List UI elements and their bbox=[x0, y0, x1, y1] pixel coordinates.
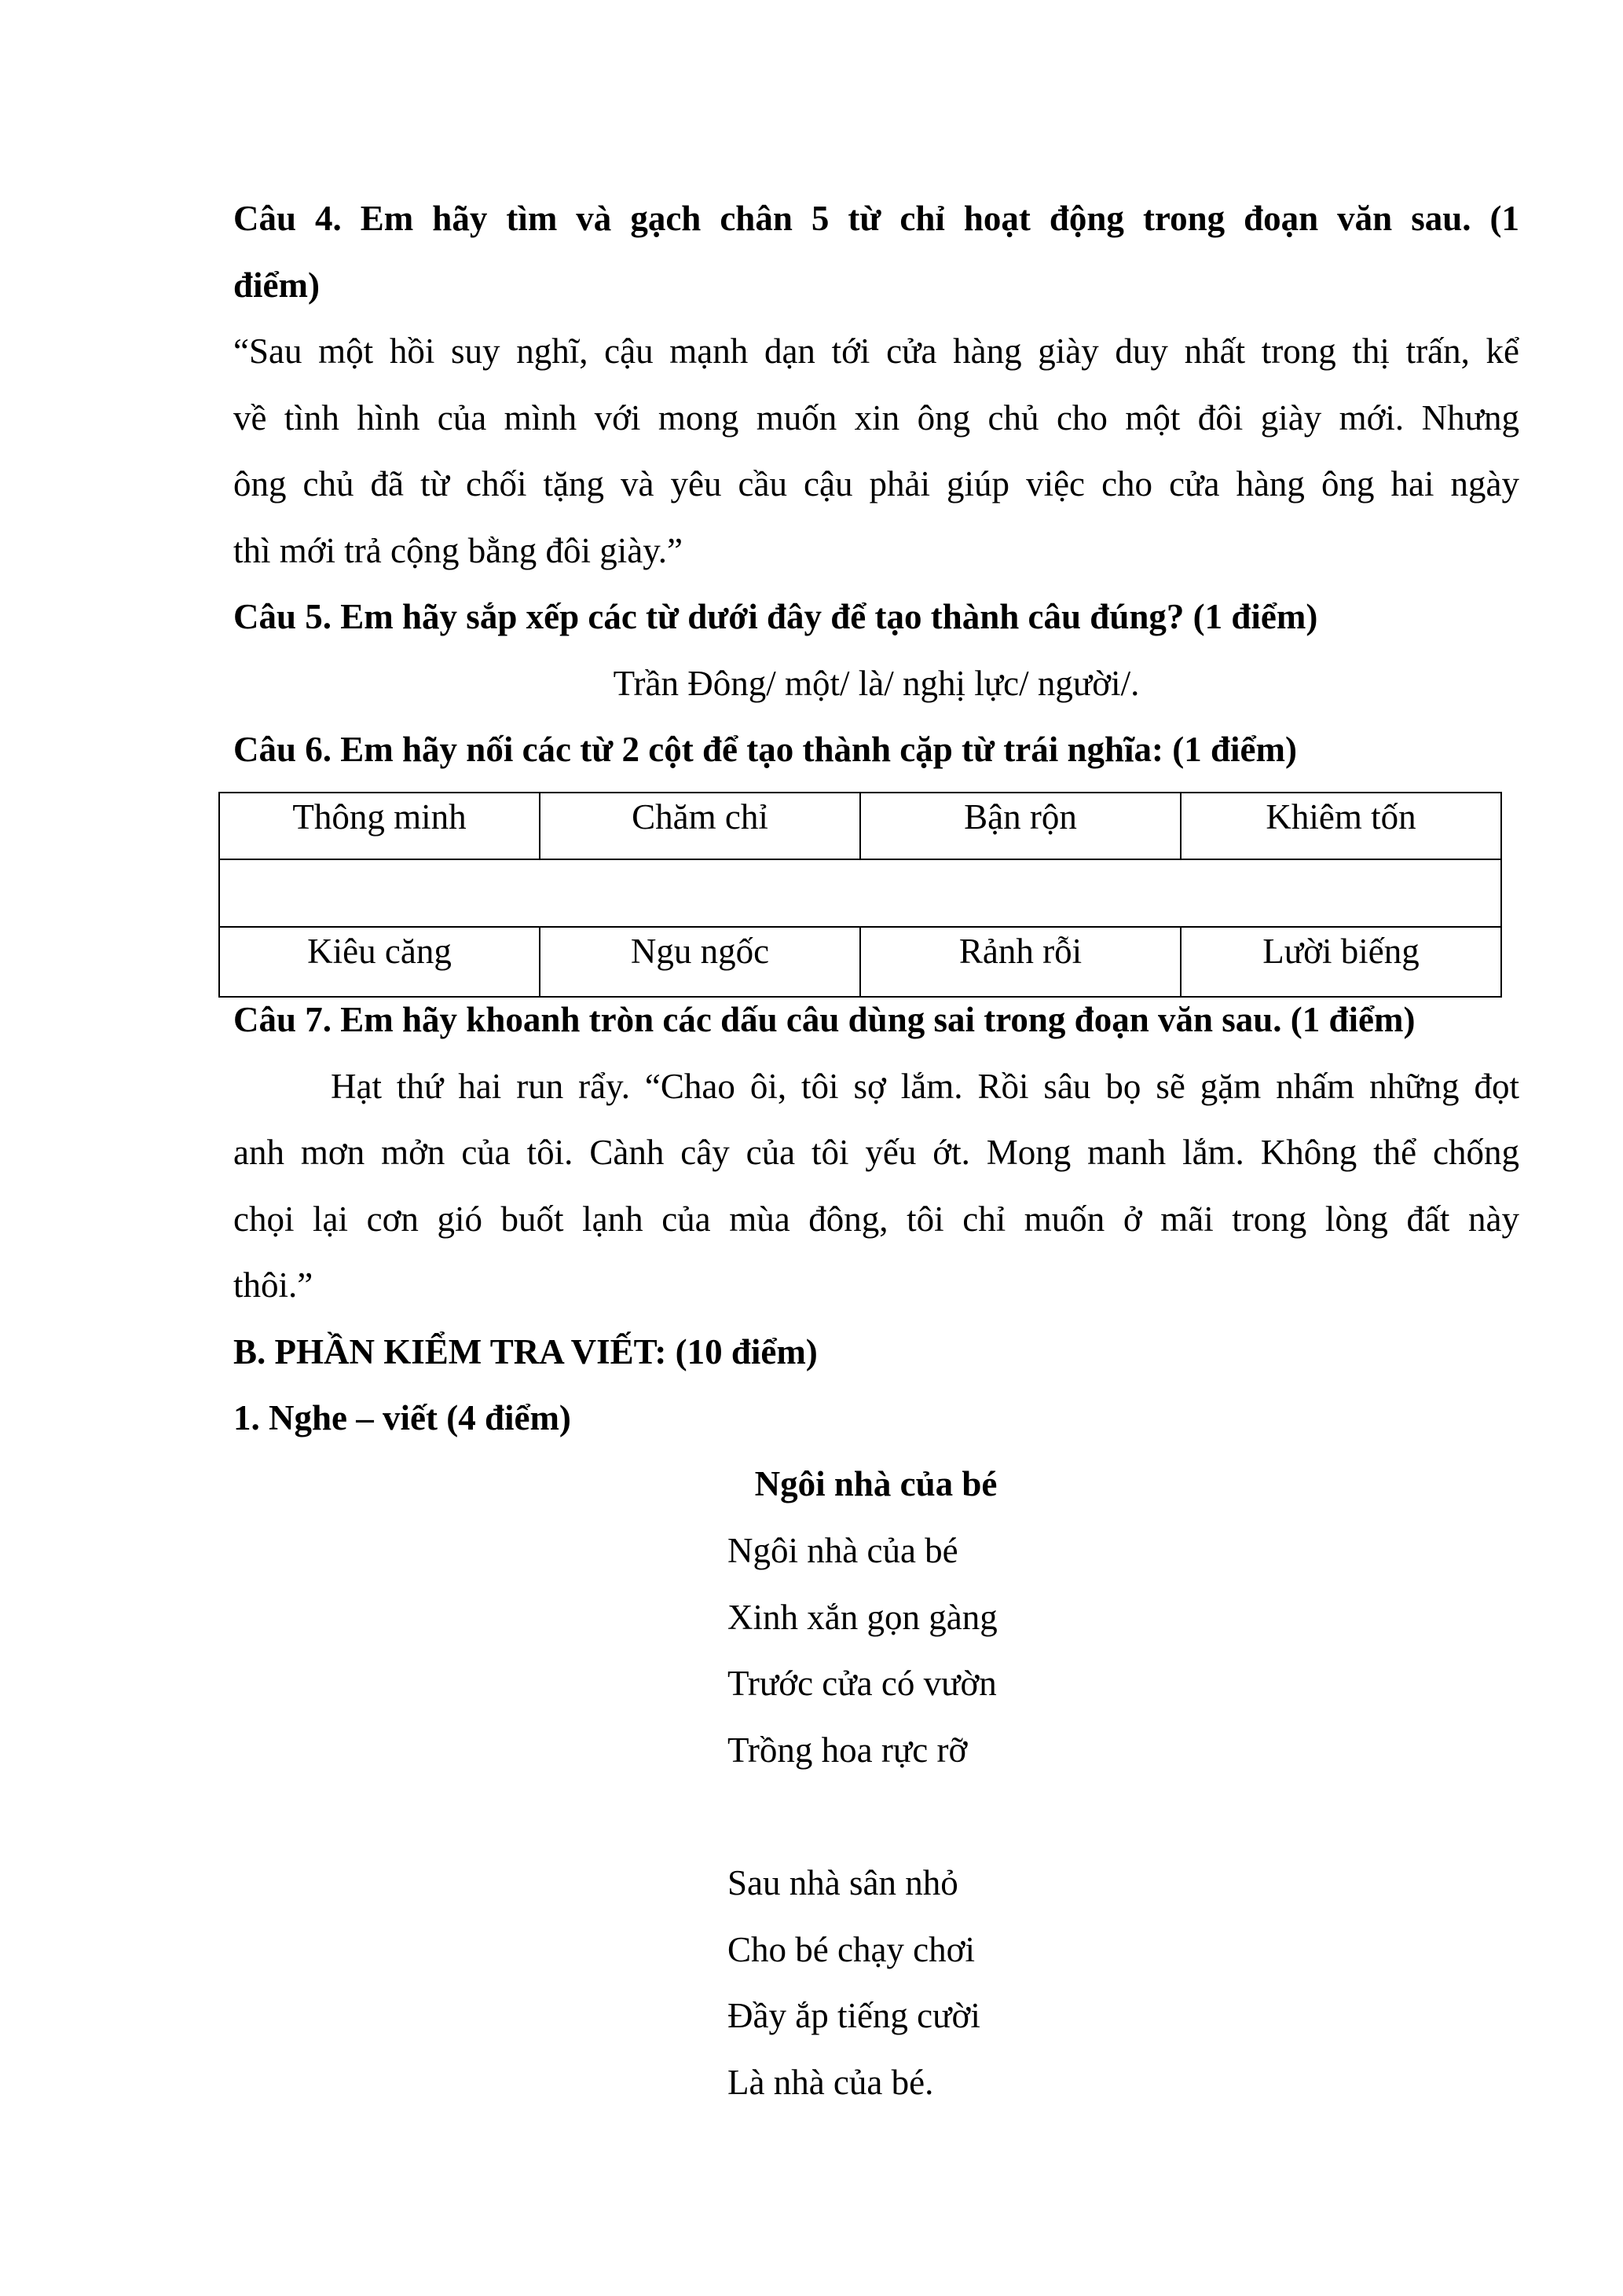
q7-passage-line: Hạt thứ hai run rẩy. “Chao ôi, tôi sợ lắm. Rồi sâu bọ sẽ gặm nhấm những đọt bbox=[331, 1066, 1519, 1106]
top-word: Chăm chỉ bbox=[540, 793, 860, 859]
connect-area bbox=[219, 859, 1501, 927]
poem-line: Trước cửa có vườn bbox=[727, 1664, 997, 1703]
poem-stanza-2 bbox=[727, 1850, 980, 2115]
question-4 bbox=[233, 185, 1519, 783]
poem-line: Ngôi nhà của bé bbox=[727, 1531, 958, 1570]
question-7 bbox=[233, 987, 1519, 1452]
antonym-table bbox=[218, 792, 1502, 998]
top-word: Khiêm tốn bbox=[1181, 793, 1501, 859]
poem-title: Ngôi nhà của bé bbox=[754, 1464, 998, 1503]
poem-line: Cho bé chạy chơi bbox=[727, 1929, 975, 1969]
poem-line: Là nhà của bé. bbox=[727, 2062, 934, 2102]
bottom-word: Rảnh rỗi bbox=[860, 927, 1181, 997]
poem-line: Sau nhà sân nhỏ bbox=[727, 1863, 958, 1902]
q4-passage-line: ông chủ đã từ chối tặng và yêu cầu cậu phải giúp việc cho cửa hàng ông hai ngày bbox=[233, 464, 1519, 504]
section-b-title: B. PHẦN KIỂM TRA VIẾT: (10 điểm) bbox=[233, 1331, 818, 1371]
part1-title: 1. Nghe – viết (4 điểm) bbox=[233, 1398, 571, 1437]
q6-title: Câu 6. Em hãy nối các từ 2 cột để tạo thành cặp từ trái nghĩa: (1 điểm) bbox=[233, 730, 1297, 769]
q5-words: Trần Đông/ một/ là/ nghị lực/ người/. bbox=[613, 663, 1140, 703]
q4-title: Câu 4. Em hãy tìm và gạch chân 5 từ chỉ hoạt động trong đoạn văn sau. (1 bbox=[233, 199, 1519, 238]
q4-passage-line: thì mới trả cộng bằng đôi giày.” bbox=[233, 530, 683, 570]
q5-title: Câu 5. Em hãy sắp xếp các từ dưới đây để tạo thành câu đúng? (1 điểm) bbox=[233, 597, 1318, 636]
q7-passage-line: chọi lại cơn gió buốt lạnh của mùa đông, tôi chỉ muốn ở mãi trong lòng đất này bbox=[233, 1199, 1519, 1239]
top-word: Bận rộn bbox=[860, 793, 1181, 859]
poem-line: Đầy ắp tiếng cười bbox=[727, 1996, 980, 2035]
q4-title-cont: điểm) bbox=[233, 265, 320, 305]
q7-passage-line: anh mơn mởn của tôi. Cành cây của tôi yếu ớt. Mong manh lắm. Không thể chống bbox=[233, 1133, 1519, 1172]
q4-passage-line: “Sau một hồi suy nghĩ, cậu mạnh dạn tới cửa hàng giày duy nhất trong thị trấn, kể bbox=[233, 331, 1519, 371]
poem-line: Trồng hoa rực rỡ bbox=[727, 1730, 968, 1770]
poem-line: Xinh xắn gọn gàng bbox=[727, 1597, 998, 1637]
bottom-word: Kiêu căng bbox=[219, 927, 540, 997]
q7-passage-line: thôi.” bbox=[233, 1265, 313, 1305]
bottom-word: Lười biếng bbox=[1181, 927, 1501, 997]
poem-stanza-1 bbox=[727, 1518, 998, 1783]
q7-title: Câu 7. Em hãy khoanh tròn các dấu câu dùng sai trong đoạn văn sau. (1 điểm) bbox=[233, 1000, 1416, 1039]
bottom-word: Ngu ngốc bbox=[540, 927, 860, 997]
top-word: Thông minh bbox=[219, 793, 540, 859]
q4-passage-line: về tình hình của mình với mong muốn xin ông chủ cho một đôi giày mới. Nhưng bbox=[233, 397, 1519, 438]
